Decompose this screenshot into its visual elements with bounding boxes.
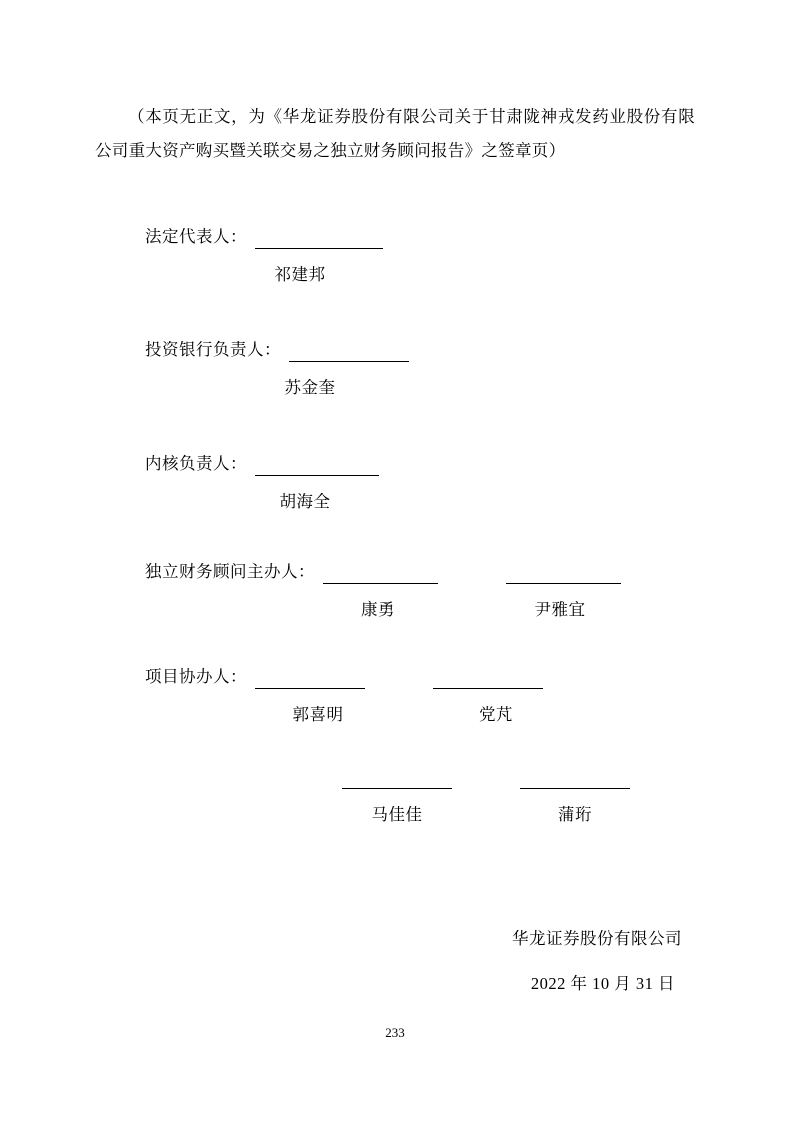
signature-name: 马佳佳 (371, 805, 423, 824)
signature-block-project-coordinators (145, 665, 551, 725)
signature-block-sponsor-representatives (145, 560, 621, 620)
signature-label-row (342, 772, 630, 789)
signature-name: 党芃 (479, 705, 513, 724)
signature-line (323, 567, 438, 584)
signature-name-row (250, 261, 383, 285)
signature-line (289, 345, 409, 362)
company-name: 华龙证券股份有限公司 (512, 929, 682, 948)
signature-name-row (250, 488, 379, 512)
signature-label-row (145, 338, 409, 362)
signature-block-internal-review-head (145, 452, 379, 512)
signature-line (506, 567, 621, 584)
signature-line (255, 459, 379, 476)
signature-line (255, 672, 365, 689)
signature-name: 祁建邦 (274, 265, 326, 284)
signature-line (342, 772, 452, 789)
signature-name: 胡海全 (279, 492, 331, 511)
signature-block-additional-coordinators (145, 772, 630, 825)
document-date: 2022 年 10 月 31 日 (530, 974, 675, 993)
signature-label-row (145, 665, 551, 689)
signature-name-row (255, 374, 409, 398)
signature-label-row (145, 452, 379, 476)
signature-name: 尹雅宜 (534, 600, 586, 619)
signature-line (433, 672, 543, 689)
signature-label: 投资银行负责人： (145, 340, 281, 359)
page-content (95, 0, 695, 1122)
signature-name-row (263, 701, 551, 725)
signature-name: 蒲珩 (558, 805, 592, 824)
signature-line (520, 772, 630, 789)
signature-block-legal-representative (145, 225, 383, 285)
signature-name: 郭喜明 (292, 705, 344, 724)
signature-name: 苏金奎 (284, 378, 336, 397)
signature-label-row (145, 560, 621, 584)
signature-label: 内核负责人： (145, 454, 247, 473)
signature-block-investment-banking-head (145, 338, 409, 398)
signature-line (255, 232, 383, 249)
signature-label: 独立财务顾问主办人： (145, 562, 315, 581)
signature-name-row (342, 801, 630, 825)
page-number: 233 (385, 1025, 405, 1040)
signature-label: 法定代表人： (145, 227, 247, 246)
signature-label: 项目协办人： (145, 667, 247, 686)
signature-name-row (323, 596, 621, 620)
intro-paragraph: （本页无正文，为《华龙证券股份有限公司关于甘肃陇神戎发药业股份有限公司重大资产购买暨关联交易之独立财务顾问报告》之签章页） (95, 107, 695, 160)
signature-label-row (145, 225, 383, 249)
signature-name: 康勇 (361, 600, 395, 619)
